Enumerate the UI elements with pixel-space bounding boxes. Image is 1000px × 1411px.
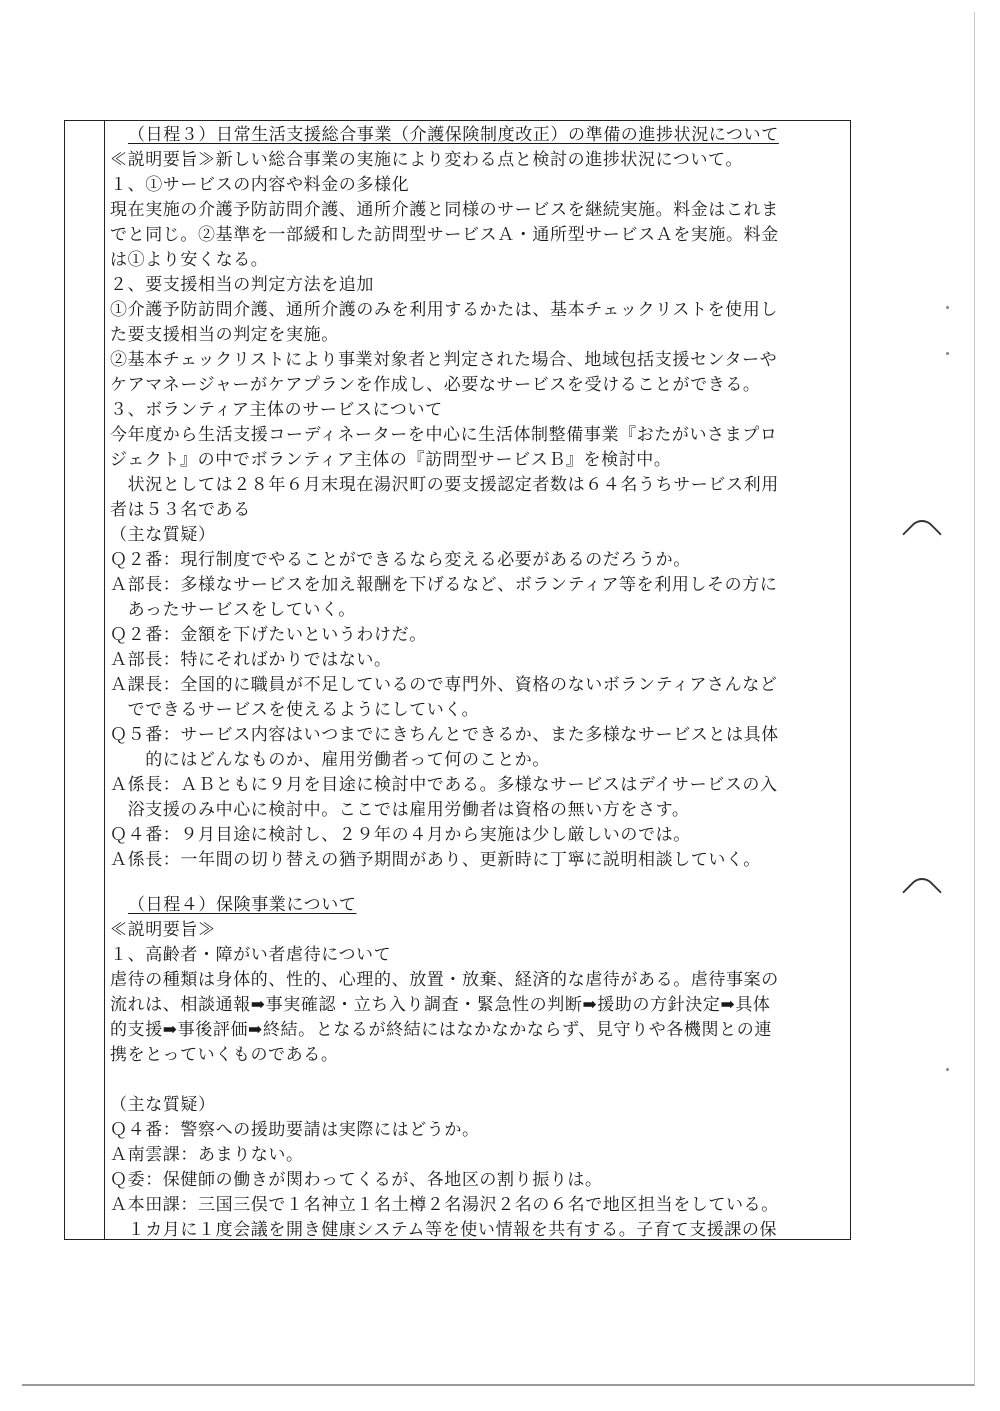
section3-line: た要支援相当の判定を実施。: [110, 325, 339, 345]
section4-line: 携をとっていくものである。: [110, 1045, 339, 1065]
table-column-divider: [104, 120, 105, 1240]
section3-line: でできるサービスを使えるようにしていく。: [110, 700, 480, 720]
scan-speck: [946, 352, 949, 355]
section4-line: （主な質疑）: [110, 1095, 216, 1115]
section3-line: は①より安くなる。: [110, 250, 269, 270]
section4-line: Ｑ４番：警察への援助要請は実際にはどうか。: [110, 1120, 480, 1140]
section3-line: Ｑ４番：９月目途に検討し、２９年の４月から実施は少し厳しいのでは。: [110, 825, 691, 845]
section3-line: Ａ部長：特にそればかりではない。: [110, 650, 392, 670]
section3-line: Ａ係長：ＡＢともに９月を目途に検討中である。多様なサービスはデイサービスの入: [110, 775, 778, 795]
section3-line: Ａ係長：一年間の切り替えの猶予期間があり、更新時に丁寧に説明相談していく。: [110, 850, 761, 870]
section4-line: 虐待の種類は身体的、性的、心理的、放置・放棄、経済的な虐待がある。虐待事案の: [110, 970, 779, 990]
section3-line: ２、要支援相当の判定方法を追加: [110, 275, 374, 295]
section4-line: 的支援➡事後評価➡終結。となるが終結にはなかなかならず、見守りや各機関との連: [110, 1020, 772, 1040]
section3-line: （主な質疑）: [110, 525, 216, 545]
section3-line: ②基本チェックリストにより事業対象者と判定された場合、地域包括支援センターや: [110, 350, 778, 370]
section4-line: １、高齢者・障がい者虐待について: [110, 945, 392, 965]
section3-line: あったサービスをしていく。: [110, 600, 356, 620]
section4-line: Ａ本田課：三国三俣で１名神立１名土樽２名湯沢２名の６名で地区担当をしている。: [110, 1195, 779, 1215]
section3-line: 今年度から生活支援コーディネーターを中心に生活体制整備事業『おたがいさまプロ: [110, 425, 778, 445]
section3-line: ジェクト』の中でボランティア主体の『訪問型サービスＢ』を検討中。: [110, 450, 672, 470]
section3-line: Ｑ２番：金額を下げたいというわけだ。: [110, 625, 427, 645]
section3-line: でと同じ。②基準を一部緩和した訪問型サービスＡ・通所型サービスＡを実施。料金: [110, 225, 779, 245]
section3-line: ケアマネージャーがケアプランを作成し、必要なサービスを受けることができる。: [110, 375, 761, 395]
table-border-left: [64, 120, 65, 1240]
section4-line: 流れは、相談通報➡事実確認・立ち入り調査・緊急性の判断➡援助の方針決定➡具体: [110, 995, 771, 1015]
section3-line: 的にはどんなものか、雇用労働者って何のことか。: [110, 750, 550, 770]
section3-line: 状況としては２８年６月末現在湯沢町の要支援認定者数は６４名うちサービス利用: [110, 475, 779, 495]
section3-line: ３、ボランティア主体のサービスについて: [110, 400, 443, 420]
section3-line: 浴支援のみ中心に検討中。ここでは雇用労働者は資格の無い方をさす。: [110, 800, 690, 820]
section3-line: ≪説明要旨≫新しい総合事業の実施により変わる点と検討の進捗状況について。: [110, 150, 743, 170]
section3-line: Ａ部長：多様なサービスを加え報酬を下げるなど、ボランティア等を利用しその方に: [110, 575, 778, 595]
section3-line: Ａ課長：全国的に職員が不足しているので専門外、資格のないボランティアさんなど: [110, 675, 778, 695]
section4-heading: （日程４）保険事業について: [128, 895, 357, 915]
table-border-top: [64, 120, 851, 121]
section3-line: ①介護予防訪問介護、通所介護のみを利用するかたは、基本チェックリストを使用し: [110, 300, 778, 320]
section4-line: １カ月に１度会議を開き健康システム等を使い情報を共有する。子育て支援課の保: [110, 1220, 778, 1240]
section3-line: Ｑ２番：現行制度でやることができるなら変える必要があるのだろうか。: [110, 550, 691, 570]
section4-line: Ｑ委：保健師の働きが関わってくるが、各地区の割り振りは。: [110, 1170, 603, 1190]
scan-speck: [946, 306, 949, 309]
section4-line: ≪説明要旨≫: [110, 920, 216, 940]
section3-line: 者は５３名である: [110, 500, 251, 520]
table-border-right: [850, 120, 851, 1240]
scan-speck: [946, 1068, 949, 1071]
section3-heading: （日程３）日常生活支援総合事業（介護保険制度改正）の準備の進捗状況について: [128, 125, 779, 145]
section3-line: １、①サービスの内容や料金の多様化: [110, 175, 410, 195]
section3-line: Ｑ５番：サービス内容はいつまでにきちんとできるか、また多様なサービスとは具体: [110, 725, 779, 745]
section3-line: 現在実施の介護予防訪問介護、通所介護と同様のサービスを継続実施。料金はこれま: [110, 200, 779, 220]
section4-line: Ａ南雲課：あまりない。: [110, 1145, 304, 1165]
